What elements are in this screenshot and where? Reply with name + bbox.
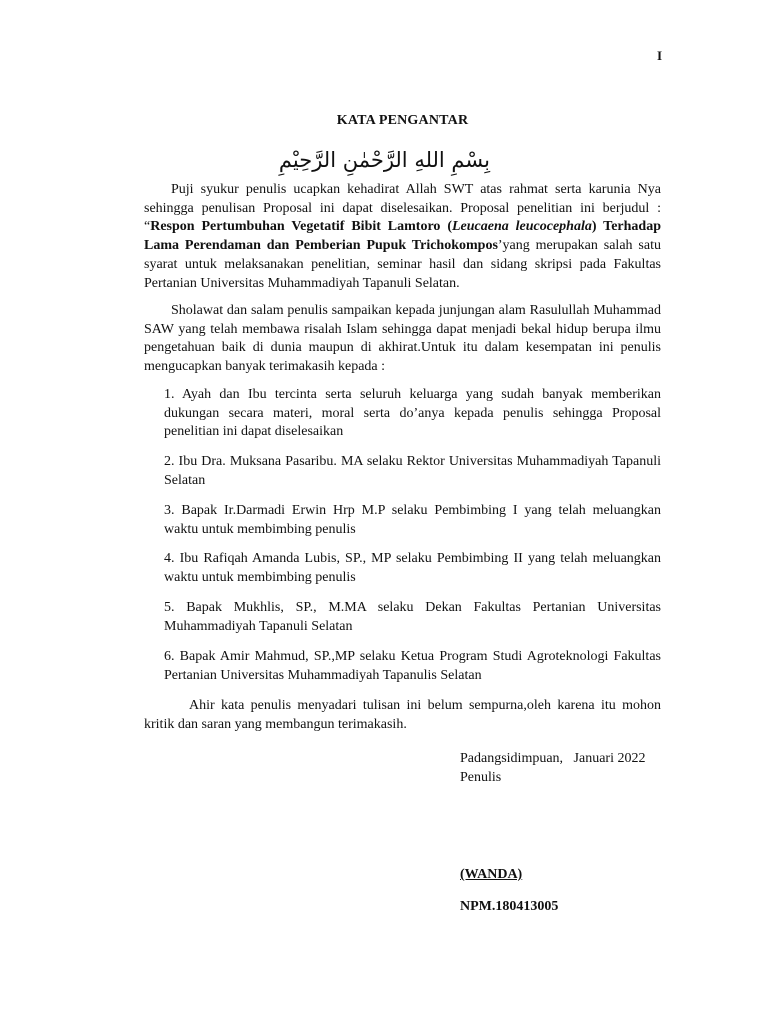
- paragraph-opening: [144, 181, 661, 293]
- basmala-calligraphy: بِسْمِ اللهِ الرَّحْمٰنِ الرَّحِيْمِ: [278, 148, 490, 172]
- thanks-item-3: 3. Bapak Ir.Darmadi Erwin Hrp M.P selaku Pembimbing I yang telah meluangkan waktu untuk membimbing penulis: [164, 503, 661, 537]
- paragraph-sholawat: Sholawat dan salam penulis sampaikan kepada junjungan alam Rasulullah Muhammad SAW yang telah membawa risalah Islam sehingga dapat menjadi bekal hidup berupa ilmu pengetahuan baik di dunia maupun di akhirat.Untuk itu dalam kesempatan ini penulis mengucapkan banyak terimakasih kepada :: [144, 303, 661, 375]
- page-title: KATA PENGANTAR: [336, 113, 469, 128]
- thanks-item-6: 6. Bapak Amir Mahmud, SP.,MP selaku Ketua Program Studi Agroteknologi Fakultas Pertanian Universitas Muhammadiyah Tapanulis Selatan: [164, 649, 661, 683]
- page-number: I: [657, 48, 663, 63]
- research-title-part-a: Respon Pertumbuhan Vegetatif Bibit Lamtoro (: [150, 219, 452, 235]
- paragraph-opening-text-b: ’yang merupakan salah satu syarat untuk melaksanakan penelitian, seminar hasil dan sidang skripsi pada Fakultas Pertanian Universitas Muhammadiyah Tapanuli Selatan.: [144, 238, 661, 291]
- signature-role: Penulis: [460, 770, 502, 785]
- signature-name: (WANDA): [460, 867, 523, 882]
- signature-place-date: Padangsidimpuan, Januari 2022: [460, 751, 646, 766]
- thanks-item-2: 2. Ibu Dra. Muksana Pasaribu. MA selaku Rektor Universitas Muhammadiyah Tapanuli Selatan: [164, 454, 661, 488]
- paragraph-opening-text-a: Puji syukur penulis ucapkan kehadirat Allah SWT atas rahmat serta karunia Nya sehingga penulisan Proposal ini dapat diselesaikan. Proposal penelitian ini berjudul : “: [144, 182, 661, 235]
- research-title-part-b: ) Terhadap Lama Perendaman dan Pemberian Pupuk Trichokompos: [144, 219, 661, 254]
- thanks-item-1: 1. Ayah dan Ibu tercinta serta seluruh keluarga yang sudah banyak memberikan dukungan secara materi, moral serta do’anya kepada penulis sehingga Proposal penelitian ini dapat diselesaikan: [164, 387, 661, 439]
- research-title-species: Leucaena leucocephala: [451, 219, 592, 235]
- thanks-item-4: 4. Ibu Rafiqah Amanda Lubis, SP., MP selaku Pembimbing II yang telah meluangkan waktu untuk membimbing penulis: [164, 551, 661, 585]
- signature-npm: NPM.180413005: [460, 899, 559, 914]
- paragraph-closing: Ahir kata penulis menyadari tulisan ini belum sempurna,oleh karena itu mohon kritik dan saran yang membangun terimakasih.: [144, 698, 661, 732]
- thanks-item-5: 5. Bapak Mukhlis, SP., M.MA selaku Dekan Fakultas Pertanian Universitas Muhammadiyah Tapanuli Selatan: [164, 600, 661, 634]
